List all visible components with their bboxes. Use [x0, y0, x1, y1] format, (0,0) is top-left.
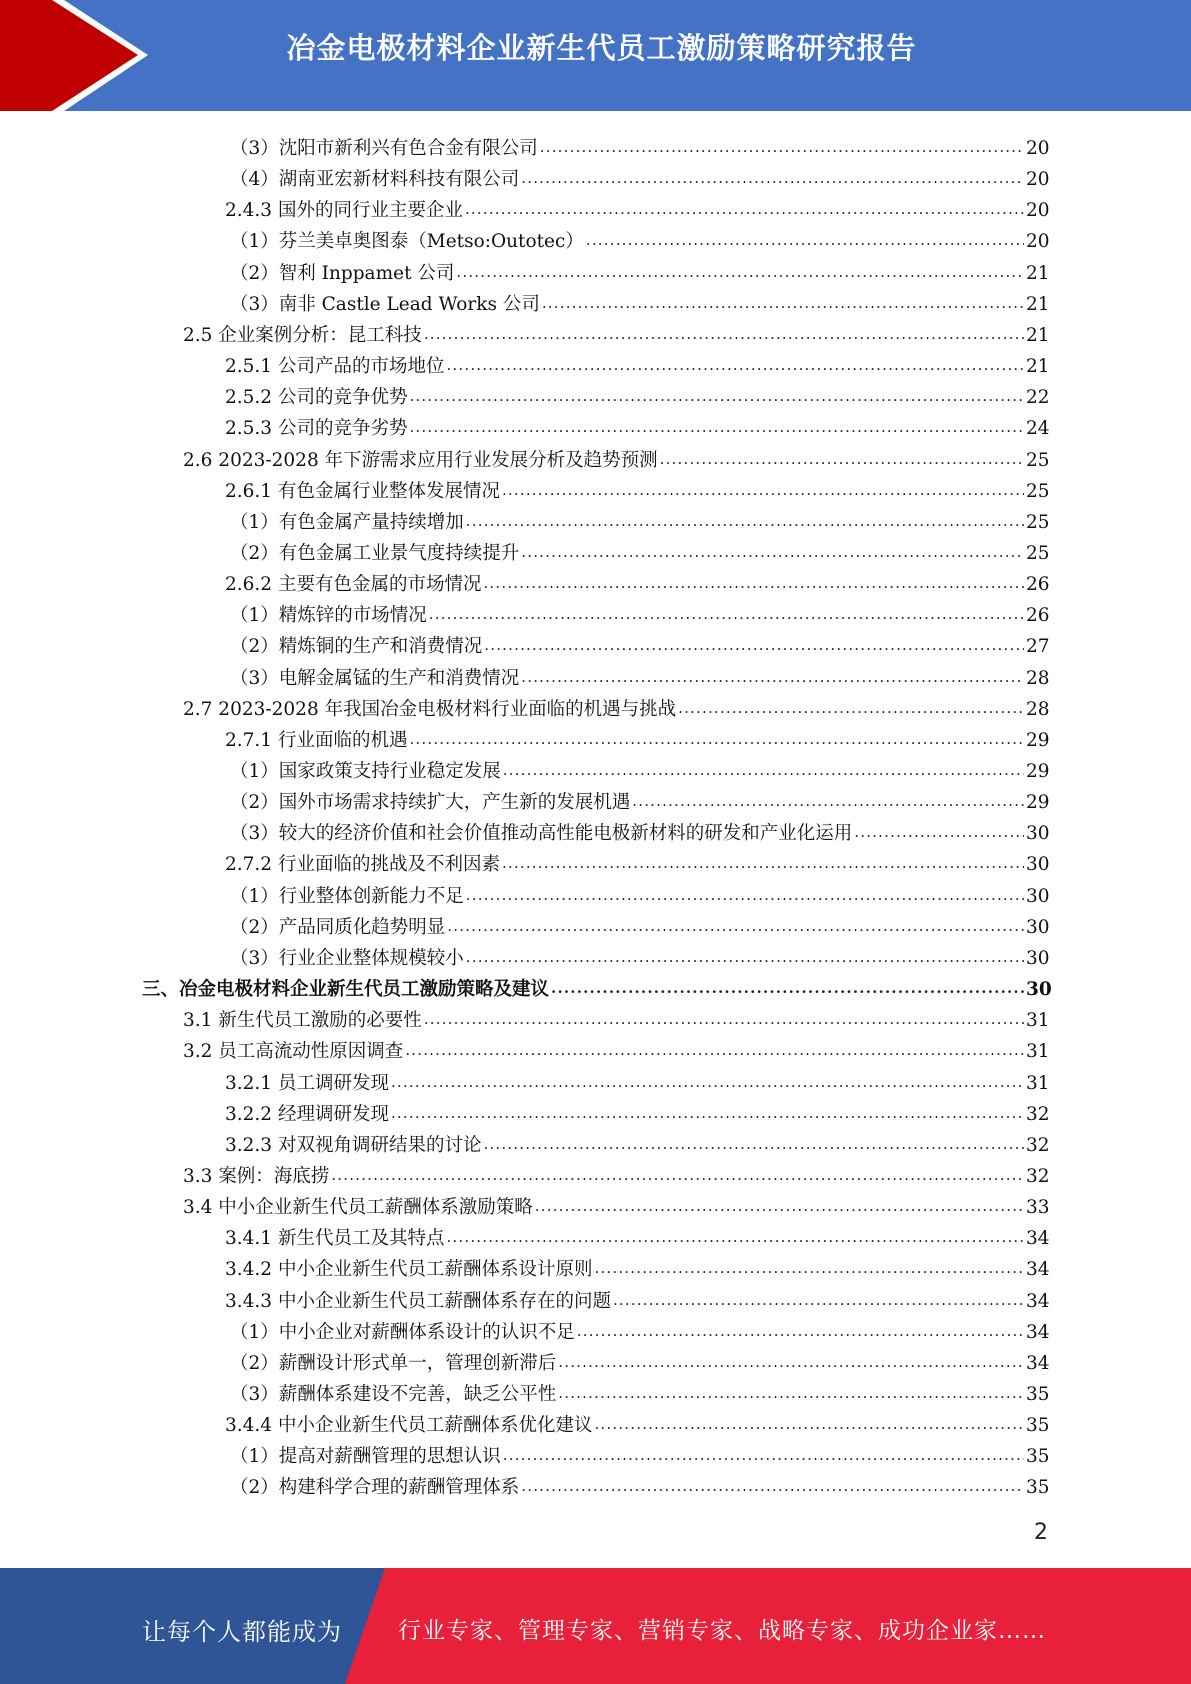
toc-entry[interactable]: [225, 1404, 1048, 1435]
toc-entry[interactable]: [183, 688, 1048, 719]
toc-entry-page: 30: [1026, 947, 1050, 969]
toc-entry-page: 32: [1026, 1134, 1050, 1156]
toc-leader-dots: [594, 1417, 1024, 1432]
toc-entry-page: 26: [1026, 573, 1050, 595]
toc-entry-title: 3.4 中小企业新生代员工薪酬体系激励策略: [183, 1196, 533, 1218]
toc-leader-dots: [446, 358, 1024, 373]
toc-entry[interactable]: [225, 345, 1048, 376]
toc-entry-page: 30: [1026, 853, 1050, 875]
toc-leader-dots: [542, 296, 1024, 311]
toc-entry[interactable]: [225, 1093, 1048, 1124]
toc-entry-title: （3）南非 Castle Lead Works 公司: [230, 293, 540, 315]
toc-entry-title: （2）国外市场需求持续扩大，产生新的发展机遇: [230, 791, 631, 813]
toc-entry-title: 2.5.2 公司的竞争优势: [225, 386, 408, 408]
toc-entry[interactable]: [225, 563, 1048, 594]
toc-leader-dots: [446, 1230, 1024, 1245]
toc-entry-page: 22: [1026, 386, 1050, 408]
toc-entry-page: 35: [1026, 1445, 1050, 1467]
toc-entry-title: （2）有色金属工业景气度持续提升: [230, 542, 520, 564]
toc-entry-page: 32: [1026, 1165, 1050, 1187]
toc-entry[interactable]: [225, 189, 1048, 220]
toc-entry-title: （4）湖南亚宏新材料科技有限公司: [230, 168, 520, 190]
toc-entry-page: 20: [1026, 168, 1050, 190]
toc-entry-title: 3.1 新生代员工激励的必要性: [183, 1009, 422, 1031]
toc-entry-title: 3.4.3 中小企业新生代员工薪酬体系存在的问题: [225, 1290, 611, 1312]
toc-entry[interactable]: [142, 968, 1052, 1000]
toc-entry-title: 2.7.1 行业面临的机遇: [225, 729, 408, 751]
footer-slogan-right: 行业专家、管理专家、营销专家、战略专家、成功企业家……: [398, 1618, 1046, 1644]
toc-entry-title: （1）行业整体创新能力不足: [230, 885, 464, 907]
toc-entry-title: 3.2.2 经理调研发现: [225, 1103, 389, 1125]
toc-leader-dots: [521, 670, 1024, 685]
toc-entry[interactable]: [225, 407, 1048, 438]
toc-leader-dots: [483, 1137, 1024, 1152]
toc-entry-title: （1）精炼锌的市场情况: [230, 604, 427, 626]
toc-leader-dots: [391, 1075, 1024, 1090]
toc-entry-title: （2）构建科学合理的薪酬管理体系: [230, 1476, 520, 1498]
toc-leader-dots: [503, 763, 1024, 778]
toc-entry[interactable]: [225, 1124, 1048, 1155]
toc-entry-title: （1）中小企业对薪酬体系设计的认识不足: [230, 1321, 575, 1343]
toc-entry-page: 29: [1026, 729, 1050, 751]
toc-entry-page: 34: [1026, 1290, 1050, 1312]
toc-entry-page: 30: [1026, 916, 1050, 938]
toc-entry-page: 25: [1026, 542, 1050, 564]
toc-entry[interactable]: [183, 1030, 1048, 1061]
toc-entry[interactable]: [225, 1248, 1048, 1279]
toc-leader-dots: [558, 1355, 1024, 1370]
toc-entry-title: 2.5.1 公司产品的市场地位: [225, 355, 445, 377]
toc-leader-dots: [521, 1479, 1024, 1494]
toc-entry-page: 20: [1026, 137, 1050, 159]
toc-entry[interactable]: [230, 1373, 1048, 1404]
toc-entry[interactable]: [183, 1155, 1048, 1186]
toc-entry-title: （3）行业企业整体规模较小: [230, 947, 464, 969]
toc-leader-dots: [424, 327, 1024, 342]
toc-entry-page: 31: [1026, 1072, 1050, 1094]
toc-entry[interactable]: [230, 127, 1048, 158]
toc-entry-page: 26: [1026, 604, 1050, 626]
toc-entry-page: 27: [1026, 635, 1050, 657]
toc-entry-title: （3）电解金属锰的生产和消费情况: [230, 667, 520, 689]
toc-leader-dots: [424, 1012, 1024, 1027]
toc-leader-dots: [632, 794, 1024, 809]
toc-entry-page: 31: [1026, 1040, 1050, 1062]
toc-entry-page: 20: [1026, 199, 1050, 221]
toc-entry[interactable]: [230, 1435, 1048, 1466]
toc-entry-page: 21: [1026, 355, 1050, 377]
toc-leader-dots: [502, 483, 1024, 498]
toc-leader-dots: [594, 1261, 1024, 1276]
toc-entry-page: 28: [1026, 698, 1050, 720]
toc-leader-dots: [409, 420, 1024, 435]
toc-leader-dots: [456, 265, 1024, 280]
toc-entry-page: 34: [1026, 1227, 1050, 1249]
toc-entry[interactable]: [230, 875, 1048, 906]
toc-leader-dots: [540, 140, 1024, 155]
toc-leader-dots: [409, 389, 1024, 404]
toc-entry[interactable]: [230, 750, 1048, 781]
toc-entry-title: （1）有色金属产量持续增加: [230, 511, 464, 533]
toc-leader-dots: [465, 202, 1024, 217]
toc-leader-dots: [405, 1043, 1024, 1058]
toc-entry-page: 25: [1026, 480, 1050, 502]
toc-entry-page: 31: [1026, 1009, 1050, 1031]
toc-entry-title: 3.2.3 对双视角调研结果的讨论: [225, 1134, 482, 1156]
page-footer: [0, 1568, 1191, 1684]
toc-entry-page: 25: [1026, 511, 1050, 533]
toc-entry[interactable]: [230, 252, 1048, 283]
toc-leader-dots: [551, 981, 1024, 996]
toc-entry[interactable]: [225, 470, 1048, 501]
toc-entry[interactable]: [183, 999, 1048, 1030]
toc-entry[interactable]: [230, 158, 1048, 189]
toc-leader-dots: [447, 919, 1024, 934]
toc-entry-page: 35: [1026, 1476, 1050, 1498]
toc-entry[interactable]: [230, 532, 1048, 563]
toc-entry-title: （1）国家政策支持行业稳定发展: [230, 760, 501, 782]
toc-entry-page: 21: [1026, 293, 1050, 315]
toc-entry-title: （2）精炼铜的生产和消费情况: [230, 635, 483, 657]
toc-entry[interactable]: [230, 625, 1048, 656]
toc-entry[interactable]: [225, 376, 1048, 407]
toc-entry-title: 2.6 2023-2028 年下游需求应用行业发展分析及趋势预测: [183, 449, 658, 471]
toc-entry-page: 29: [1026, 760, 1050, 782]
toc-entry[interactable]: [183, 314, 1048, 345]
toc-entry[interactable]: [230, 812, 1048, 843]
toc-entry-page: 21: [1026, 262, 1050, 284]
toc-entry[interactable]: [225, 1280, 1048, 1311]
toc-entry-title: （3）较大的经济价值和社会价值推动高性能电极新材料的研发和产业化运用: [230, 822, 853, 844]
toc-entry[interactable]: [230, 1342, 1048, 1373]
toc-leader-dots: [391, 1106, 1024, 1121]
toc-leader-dots: [521, 171, 1024, 186]
toc-entry[interactable]: [230, 1466, 1048, 1497]
toc-entry-title: （1）提高对薪酬管理的思想认识: [230, 1445, 501, 1467]
toc-entry[interactable]: [230, 906, 1048, 937]
toc-leader-dots: [409, 732, 1024, 747]
toc-entry[interactable]: [183, 1186, 1048, 1217]
toc-leader-dots: [466, 950, 1024, 965]
toc-leader-dots: [483, 576, 1024, 591]
toc-entry-page: 29: [1026, 791, 1050, 813]
toc-entry-title: 3.4.2 中小企业新生代员工薪酬体系设计原则: [225, 1258, 593, 1280]
toc-entry-title: 3.4.1 新生代员工及其特点: [225, 1227, 445, 1249]
toc-entry-page: 20: [1026, 230, 1050, 252]
report-title: 冶金电极材料企业新生代员工激励策略研究报告: [286, 31, 917, 65]
toc-entry[interactable]: [230, 781, 1048, 812]
toc-entry-title: 3.2 员工高流动性原因调查: [183, 1040, 404, 1062]
toc-leader-dots: [586, 233, 1024, 248]
toc-entry-title: 2.7 2023-2028 年我国冶金电极材料行业面临的机遇与挑战: [183, 698, 677, 720]
toc-entry-page: 21: [1026, 324, 1050, 346]
toc-entry[interactable]: [230, 937, 1048, 968]
toc-entry[interactable]: [230, 1311, 1048, 1342]
toc-entry[interactable]: [183, 439, 1048, 470]
toc-entry-title: （2）薪酬设计形式单一，管理创新滞后: [230, 1352, 557, 1374]
page-number: 2: [1034, 1520, 1048, 1545]
toc-entry-title: 3.4.4 中小企业新生代员工薪酬体系优化建议: [225, 1414, 593, 1436]
toc-entry-title: 2.4.3 国外的同行业主要企业: [225, 199, 463, 221]
toc-entry-page: 32: [1026, 1103, 1050, 1125]
toc-leader-dots: [854, 825, 1024, 840]
toc-leader-dots: [503, 1448, 1024, 1463]
toc-entry-page: 30: [1026, 885, 1050, 907]
toc-leader-dots: [466, 514, 1024, 529]
toc-entry-title: 2.5.3 公司的竞争劣势: [225, 417, 408, 439]
toc-leader-dots: [613, 1293, 1024, 1308]
page-header: [0, 0, 1191, 111]
toc-entry-page: 30: [1026, 978, 1052, 1000]
toc-leader-dots: [521, 545, 1024, 560]
toc-entry-title: （2）产品同质化趋势明显: [230, 916, 446, 938]
toc-entry-page: 34: [1026, 1321, 1050, 1343]
toc-leader-dots: [502, 856, 1024, 871]
toc-entry-title: 2.7.2 行业面临的挑战及不利因素: [225, 853, 500, 875]
toc-entry-title: 三、冶金电极材料企业新生代员工激励策略及建议: [142, 978, 550, 1000]
toc-entry-page: 33: [1026, 1196, 1050, 1218]
toc-leader-dots: [577, 1324, 1024, 1339]
toc-entry-title: 3.3 案例：海底捞: [183, 1165, 330, 1187]
toc-entry[interactable]: [230, 657, 1048, 688]
toc-entry-page: 24: [1026, 417, 1050, 439]
toc-entry-page: 34: [1026, 1258, 1050, 1280]
toc-leader-dots: [331, 1168, 1024, 1183]
toc-entry-title: （2）智利 Inppamet 公司: [230, 262, 455, 284]
toc-entry-title: （3）沈阳市新利兴有色合金有限公司: [230, 137, 538, 159]
toc-entry-title: 2.6.1 有色金属行业整体发展情况: [225, 480, 500, 502]
toc-leader-dots: [429, 607, 1024, 622]
toc-leader-dots: [558, 1386, 1024, 1401]
toc-entry[interactable]: [225, 719, 1048, 750]
toc-entry-page: 34: [1026, 1352, 1050, 1374]
toc-entry[interactable]: [230, 501, 1048, 532]
toc-entry-title: 3.2.1 员工调研发现: [225, 1072, 389, 1094]
toc-entry-title: 2.5 企业案例分析：昆工科技: [183, 324, 422, 346]
toc-entry[interactable]: [230, 283, 1048, 314]
toc-entry-page: 35: [1026, 1383, 1050, 1405]
toc-leader-dots: [660, 452, 1024, 467]
toc-entry[interactable]: [225, 1217, 1048, 1248]
toc-entry-page: 35: [1026, 1414, 1050, 1436]
toc-entry-title: （3）薪酬体系建设不完善，缺乏公平性: [230, 1383, 557, 1405]
toc-entry[interactable]: [225, 843, 1048, 874]
toc-entry-page: 30: [1026, 822, 1050, 844]
toc-entry-title: 2.6.2 主要有色金属的市场情况: [225, 573, 482, 595]
toc-leader-dots: [466, 888, 1024, 903]
toc-leader-dots: [535, 1199, 1024, 1214]
footer-slogan-left: 让每个人都能成为: [142, 1618, 342, 1646]
toc-leader-dots: [678, 701, 1024, 716]
toc-entry[interactable]: [230, 594, 1048, 625]
toc-entry[interactable]: [225, 1062, 1048, 1093]
toc-entry-title: （1）芬兰美卓奥图泰（Metso:Outotec）: [230, 230, 584, 252]
toc-entry-page: 28: [1026, 667, 1050, 689]
toc-leader-dots: [484, 638, 1024, 653]
toc-entry[interactable]: [230, 220, 1048, 251]
toc-entry-page: 25: [1026, 449, 1050, 471]
